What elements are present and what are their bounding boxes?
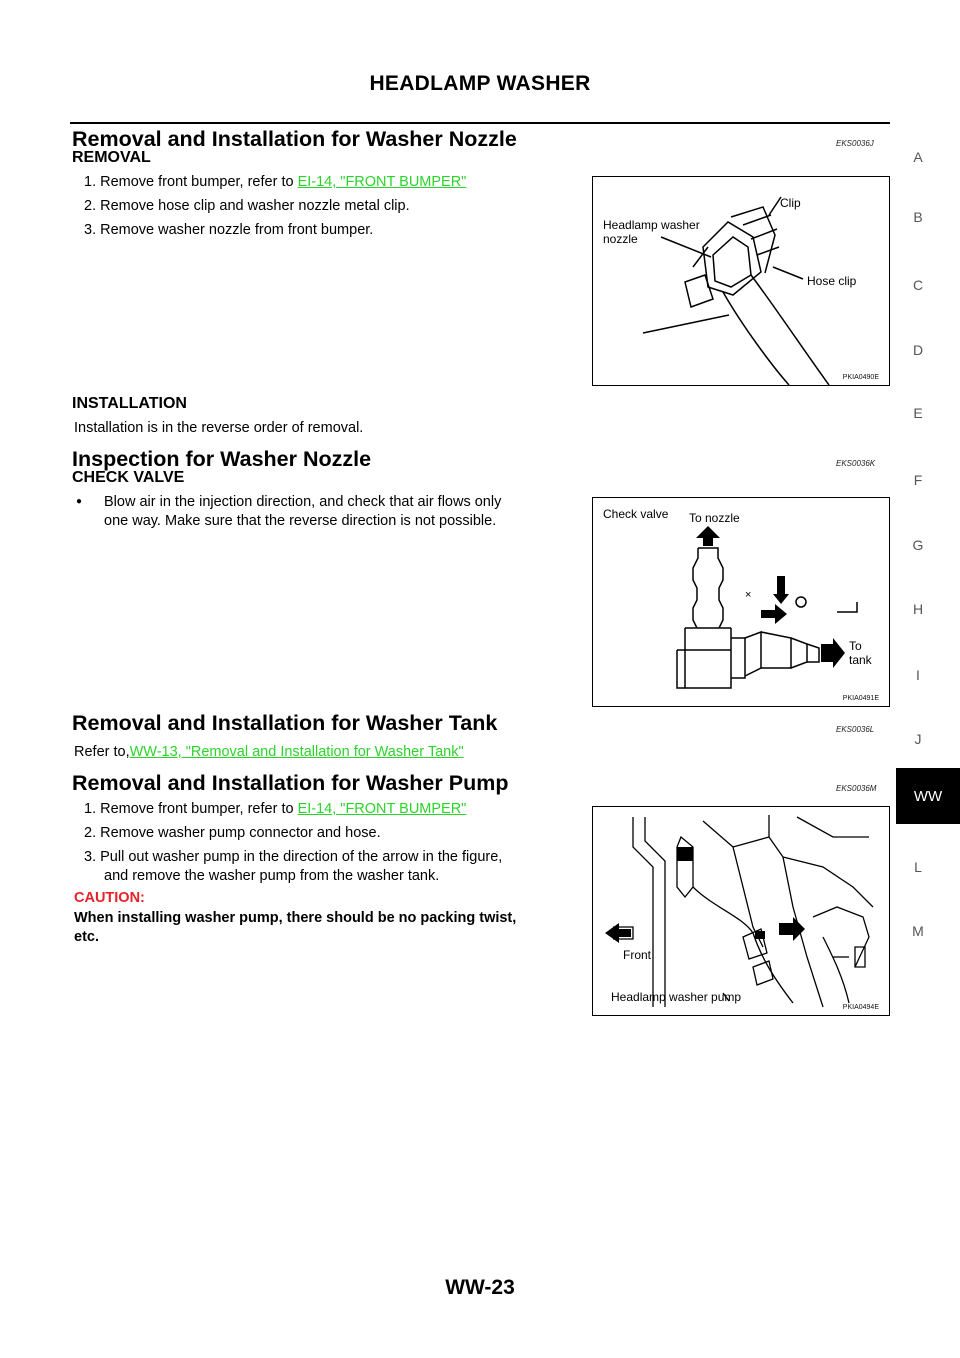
page-number: WW-23 bbox=[445, 1276, 515, 1299]
pump-step-1-text: 1. Remove front bumper, refer to bbox=[84, 801, 298, 817]
front-bumper-link[interactable]: EI-14, "FRONT BUMPER" bbox=[297, 174, 467, 190]
section-title-nozzle-removal: Removal and Installation for Washer Nozzle bbox=[72, 127, 517, 151]
figure-check-valve bbox=[592, 497, 890, 707]
side-nav-item-ww-active[interactable]: WW bbox=[896, 768, 960, 824]
figure-code: PKIA0491E bbox=[842, 695, 879, 702]
bullet-icon: ● bbox=[76, 496, 83, 507]
label-nozzle: nozzle bbox=[603, 232, 638, 246]
label-to-nozzle: To nozzle bbox=[689, 511, 740, 525]
inspection-text-line1: Blow air in the injection direction, and check that air flows only bbox=[104, 494, 502, 510]
section-title-nozzle-inspection: Inspection for Washer Nozzle bbox=[72, 447, 372, 471]
side-nav-item-m[interactable]: M bbox=[912, 923, 924, 939]
washer-tank-link[interactable]: WW-13, "Removal and Installation for Washer Tank" bbox=[129, 744, 464, 760]
page-header: HEADLAMP WASHER bbox=[369, 72, 591, 95]
section-code: EKS0036K bbox=[836, 459, 876, 468]
section-code: EKS0036L bbox=[836, 725, 875, 734]
side-nav-item-e[interactable]: E bbox=[913, 405, 923, 421]
check-valve-illustration bbox=[593, 498, 889, 706]
label-front: Front bbox=[623, 948, 652, 962]
washer-pump-illustration bbox=[593, 807, 889, 1015]
label-to: To bbox=[849, 639, 862, 653]
installation-heading: INSTALLATION bbox=[72, 395, 187, 412]
pump-step-3-line2: and remove the washer pump from the washer tank. bbox=[104, 868, 440, 884]
label-clip: Clip bbox=[780, 196, 801, 210]
caution-line2: etc. bbox=[74, 929, 99, 945]
figure-code: PKIA0494E bbox=[842, 1004, 879, 1011]
caution-label: CAUTION: bbox=[74, 890, 145, 906]
figure-code: PKIA0490E bbox=[842, 374, 879, 381]
side-nav-item-a[interactable]: A bbox=[913, 149, 923, 165]
step-1 bbox=[84, 173, 466, 191]
side-nav-item-l[interactable]: L bbox=[914, 859, 922, 875]
step-3: 3. Remove washer nozzle from front bumper. bbox=[84, 222, 374, 238]
label-headlamp-washer: Headlamp washer bbox=[603, 218, 700, 232]
figure-washer-pump bbox=[592, 806, 890, 1016]
side-nav-item-f[interactable]: F bbox=[913, 472, 923, 488]
section-code: EKS0036M bbox=[836, 784, 877, 793]
figure-washer-nozzle bbox=[592, 176, 890, 386]
step-2: 2. Remove hose clip and washer nozzle metal clip. bbox=[84, 198, 410, 214]
label-headlamp-washer-pump: Headlamp washer pump bbox=[611, 990, 742, 1004]
side-nav-item-g[interactable]: G bbox=[912, 537, 924, 553]
inspection-text-line2: one way. Make sure that the reverse direction is not possible. bbox=[104, 513, 497, 529]
side-nav-item-c[interactable]: C bbox=[912, 277, 924, 293]
pump-step-2: 2. Remove washer pump connector and hose. bbox=[84, 825, 381, 841]
header-rule bbox=[70, 122, 890, 124]
section-title-tank: Removal and Installation for Washer Tank bbox=[72, 711, 498, 735]
label-tank: tank bbox=[849, 653, 872, 667]
section-code: EKS0036J bbox=[836, 139, 874, 148]
front-bumper-link[interactable]: EI-14, "FRONT BUMPER" bbox=[297, 801, 467, 817]
pump-step-3-line1: 3. Pull out washer pump in the direction of the arrow in the figure, bbox=[84, 849, 503, 865]
installation-text: Installation is in the reverse order of removal. bbox=[74, 420, 364, 436]
caution-line1: When installing washer pump, there should be no packing twist, bbox=[74, 910, 517, 926]
side-nav-item-d[interactable]: D bbox=[912, 342, 924, 358]
check-valve-heading: CHECK VALVE bbox=[72, 469, 185, 486]
label-hose-clip: Hose clip bbox=[807, 274, 857, 288]
side-nav-item-i[interactable]: I bbox=[916, 667, 920, 683]
side-nav-item-h[interactable]: H bbox=[912, 601, 924, 617]
removal-heading: REMOVAL bbox=[72, 149, 151, 166]
pump-step-1 bbox=[84, 800, 466, 818]
side-nav-item-b[interactable]: B bbox=[913, 209, 923, 225]
step-1-text: 1. Remove front bumper, refer to bbox=[84, 174, 298, 190]
section-title-pump: Removal and Installation for Washer Pump bbox=[72, 771, 509, 795]
svg-text:×: × bbox=[745, 589, 752, 601]
tank-reference-text: Refer to, bbox=[74, 744, 130, 760]
label-check-valve: Check valve bbox=[603, 507, 669, 521]
tank-reference bbox=[74, 743, 464, 761]
side-nav-item-j[interactable]: J bbox=[914, 731, 922, 747]
